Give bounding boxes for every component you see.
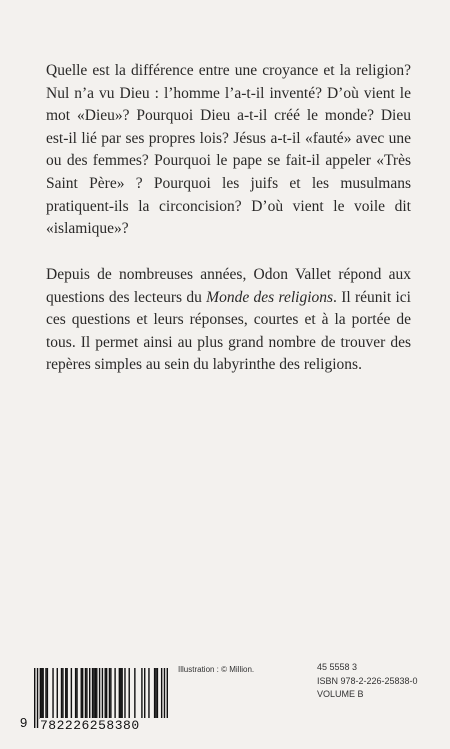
barcode-bar xyxy=(120,668,121,719)
barcode-bar xyxy=(66,668,67,719)
blurb-paragraph-2 xyxy=(46,264,411,377)
barcode-bar xyxy=(65,668,66,719)
barcode-bar xyxy=(121,668,122,719)
barcode-bar xyxy=(45,668,46,719)
barcode-bar xyxy=(61,668,62,719)
barcode-bar xyxy=(82,668,83,719)
barcode-bar xyxy=(154,668,155,719)
barcode-bar xyxy=(106,668,107,719)
barcode-bar xyxy=(75,668,76,719)
magazine-title: Monde des religions xyxy=(206,288,334,306)
barcode-lead-digit: 9 xyxy=(20,715,28,730)
barcode-bar xyxy=(40,668,41,719)
blurb-paragraph-1 xyxy=(46,60,411,241)
barcode-bar xyxy=(141,668,142,719)
isbn-number: ISBN 978-2-226-25838-0 xyxy=(317,675,418,686)
blurb-text-end: . Il réunit ici ces questions et leurs réponses, courtes et à la portée de tous. Il permet ainsi au plus grand nombre de trouver des repères simples au sein du labyrinthe des religions. xyxy=(46,288,411,374)
barcode xyxy=(20,668,168,738)
barcode-bar xyxy=(81,668,82,719)
barcode-bar xyxy=(161,668,162,719)
barcode-bar xyxy=(105,668,106,719)
barcode-bar xyxy=(52,668,53,719)
barcode-bar xyxy=(93,668,94,719)
barcode-bar xyxy=(89,668,90,719)
barcode-bar xyxy=(57,668,58,719)
barcode-bar xyxy=(134,668,135,719)
publication-codes xyxy=(317,661,418,702)
barcode-bar xyxy=(119,668,120,719)
barcode-digits: 782226258380 xyxy=(40,718,168,733)
barcode-bar xyxy=(148,668,149,719)
barcode-bar xyxy=(92,668,93,719)
blurb-description-text xyxy=(46,264,411,377)
volume-label: VOLUME B xyxy=(317,689,364,699)
barcode-bar xyxy=(129,668,130,719)
barcode-bar xyxy=(85,668,86,719)
barcode-bar xyxy=(157,668,158,719)
blurb-question-text: Quelle est la différence entre une croyance et la religion? Nul n’a vu Dieu : l’homme l’a-t-il inventé? D’où vient le mot «Dieu»? Pourquoi Dieu a-t-il créé le monde? Dieu est-il lié par ses propres lois? Jésus a-t-il «fauté» avec une ou des femmes? Pourquoi le pape se fait-il appeler «Très Saint Père» ? Pourquoi les juifs et les musulmans pratiquent-ils la circoncision? D’où vient le voile dit «islamique»? xyxy=(46,62,411,238)
blurb-text-start: Depuis de nombreuses années, Odon Vallet répond aux questions des lecteurs du xyxy=(46,266,411,306)
barcode-bar xyxy=(110,668,111,719)
barcode-bar xyxy=(47,668,48,719)
barcode-bar xyxy=(86,668,87,719)
barcode-bar xyxy=(62,668,63,719)
barcode-bar xyxy=(114,668,115,719)
barcode-bar xyxy=(95,668,96,719)
barcode-bar xyxy=(42,668,43,719)
barcode-bar xyxy=(76,668,77,719)
barcode-bar xyxy=(144,668,145,719)
barcode-bar xyxy=(109,668,110,719)
barcode-bar xyxy=(96,668,97,719)
barcode-bar xyxy=(34,668,35,728)
barcode-bar xyxy=(41,668,42,719)
barcode-bar xyxy=(155,668,156,719)
reference-number: 45 5558 3 xyxy=(317,662,358,672)
illustration-credit: Illustration : © Million. xyxy=(178,665,255,674)
barcode-bar xyxy=(37,668,38,728)
barcode-bar xyxy=(71,668,72,719)
barcode-bar xyxy=(124,668,125,719)
